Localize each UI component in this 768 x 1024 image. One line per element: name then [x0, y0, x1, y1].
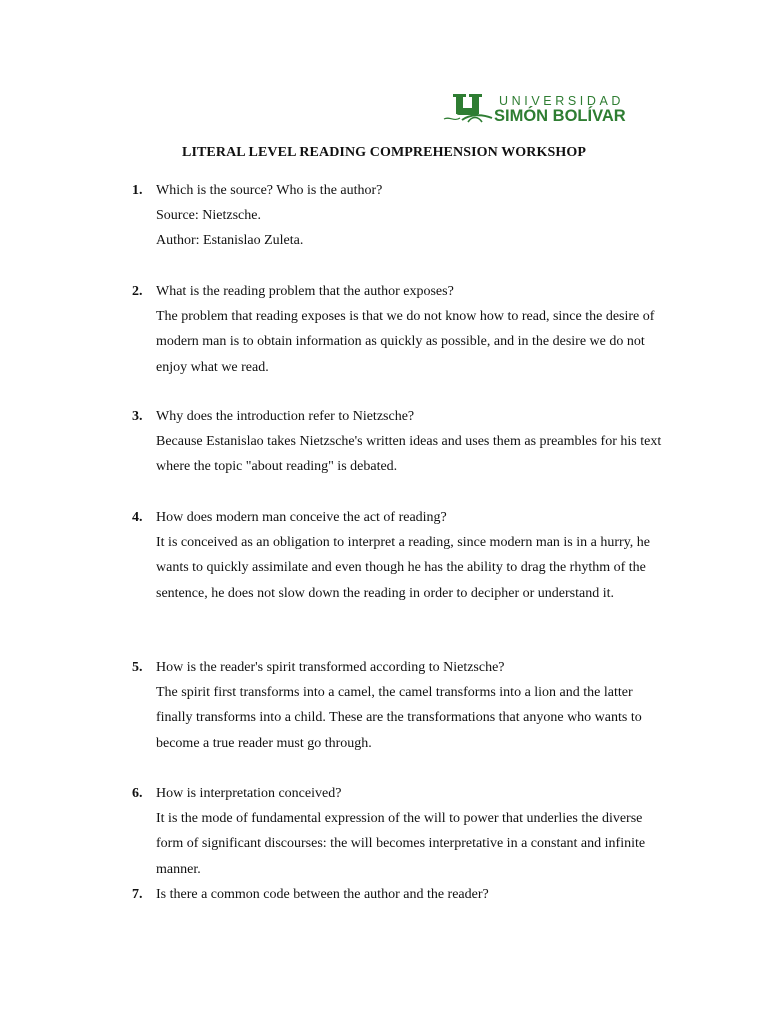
answer-text: It is the mode of fundamental expression of the will to power that underlies the diverse form of significant discourses: the will becomes interpretative in a constant and infinite manner. — [156, 811, 646, 877]
question-item — [132, 781, 672, 882]
page-title: LITERAL LEVEL READING COMPREHENSION WORKSHOP — [182, 145, 586, 160]
answer-text: The spirit first transforms into a camel, the camel transforms into a lion and the latter finally transforms into a child. These are the transformations that anyone who wants to become a true reader must go through. — [156, 685, 642, 751]
question-number: 7. — [132, 887, 143, 902]
question-number: 1. — [132, 183, 143, 198]
question-item — [132, 178, 672, 254]
question-item — [132, 279, 672, 380]
answer-text: It is conceived as an obligation to interpret a reading, since modern man is in a hurry, he wants to quickly assimilate and even though he has the ability to drag the rhythm of the sentence, he does not slow down the reading in order to decipher or understand it. — [156, 535, 650, 601]
question-text: How is the reader's spirit transformed according to Nietzsche? — [156, 660, 505, 675]
question-item — [132, 505, 672, 606]
question-item — [132, 655, 672, 756]
answer-text: Author: Estanislao Zuleta. — [156, 233, 304, 249]
question-text: Why does the introduction refer to Nietzsche? — [156, 409, 415, 424]
logo-universidad-text: UNIVERSIDAD — [499, 94, 625, 108]
university-emblem-icon — [442, 92, 502, 128]
logo-simon-bolivar-text: SIMÓN BOLÍVAR — [494, 107, 626, 125]
question-number: 3. — [132, 409, 143, 424]
question-item — [132, 882, 672, 907]
question-text: What is the reading problem that the author exposes? — [156, 284, 454, 299]
question-number: 6. — [132, 786, 143, 801]
question-text: How does modern man conceive the act of reading? — [156, 510, 447, 525]
question-item — [132, 404, 672, 480]
question-number: 4. — [132, 510, 143, 525]
question-number: 5. — [132, 660, 143, 675]
university-logo — [442, 92, 658, 128]
question-text: Is there a common code between the author and the reader? — [156, 887, 489, 902]
question-number: 2. — [132, 284, 143, 299]
answer-text: The problem that reading exposes is that we do not know how to read, since the desire of modern man is to obtain information as quickly as possible, and in the desire we do not enjoy what we read. — [156, 309, 655, 375]
question-text: How is interpretation conceived? — [156, 786, 342, 801]
question-text: Which is the source? Who is the author? — [156, 183, 383, 198]
answer-text: Source: Nietzsche. — [156, 208, 261, 224]
answer-text: Because Estanislao takes Nietzsche's written ideas and uses them as preambles for his text where the topic "about reading" is debated. — [156, 434, 662, 475]
